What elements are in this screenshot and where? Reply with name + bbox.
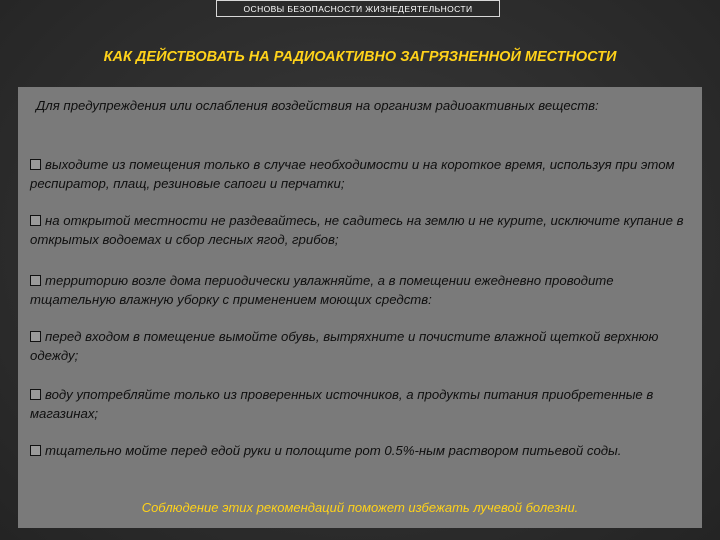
list-item <box>30 211 690 249</box>
checkbox-bullet-icon <box>30 445 41 456</box>
intro-text: Для предупреждения или ослабления воздействия на организм радиоактивных веществ: <box>36 98 599 113</box>
checkbox-bullet-icon <box>30 389 41 400</box>
list-item <box>30 441 690 460</box>
list-item-text: перед входом в помещение вымойте обувь, вытряхните и почистите влажной щеткой верхнюю одежду; <box>30 329 659 363</box>
list-item <box>30 327 690 365</box>
list-item-text: территорию возле дома периодически увлажняйте, а в помещении ежедневно проводите тщательную влажную уборку с применением моющих средств: <box>30 273 614 307</box>
list-item-text: тщательно мойте перед едой руки и полощите рот 0.5%-ным раствором питьевой соды. <box>45 443 622 458</box>
checkbox-bullet-icon <box>30 159 41 170</box>
list-item <box>30 271 690 309</box>
checkbox-bullet-icon <box>30 331 41 342</box>
footer-note: Соблюдение этих рекомендаций поможет избежать лучевой болезни. <box>141 500 579 515</box>
list-item-text: воду употребляйте только из проверенных источников, а продукты питания приобретенные в магазинах; <box>30 387 654 421</box>
list-item-text: на открытой местности не раздевайтесь, не садитесь на землю и не курите, исключите купание в открытых водоемах и сбор лесных ягод, грибов; <box>30 213 684 247</box>
header-bar <box>216 0 500 17</box>
checkbox-bullet-icon <box>30 275 41 286</box>
list-item <box>30 155 690 193</box>
header-label: ОСНОВЫ БЕЗОПАСНОСТИ ЖИЗНЕДЕЯТЕЛЬНОСТИ <box>243 3 473 14</box>
list-item <box>30 385 690 423</box>
slide-title: КАК ДЕЙСТВОВАТЬ НА РАДИОАКТИВНО ЗАГРЯЗНЕННОЙ МЕСТНОСТИ <box>103 49 617 65</box>
list-item-text: выходите из помещения только в случае необходимости и на короткое время, используя при этом респиратор, плащ, резиновые сапоги и перчатки; <box>30 157 675 191</box>
checkbox-bullet-icon <box>30 215 41 226</box>
